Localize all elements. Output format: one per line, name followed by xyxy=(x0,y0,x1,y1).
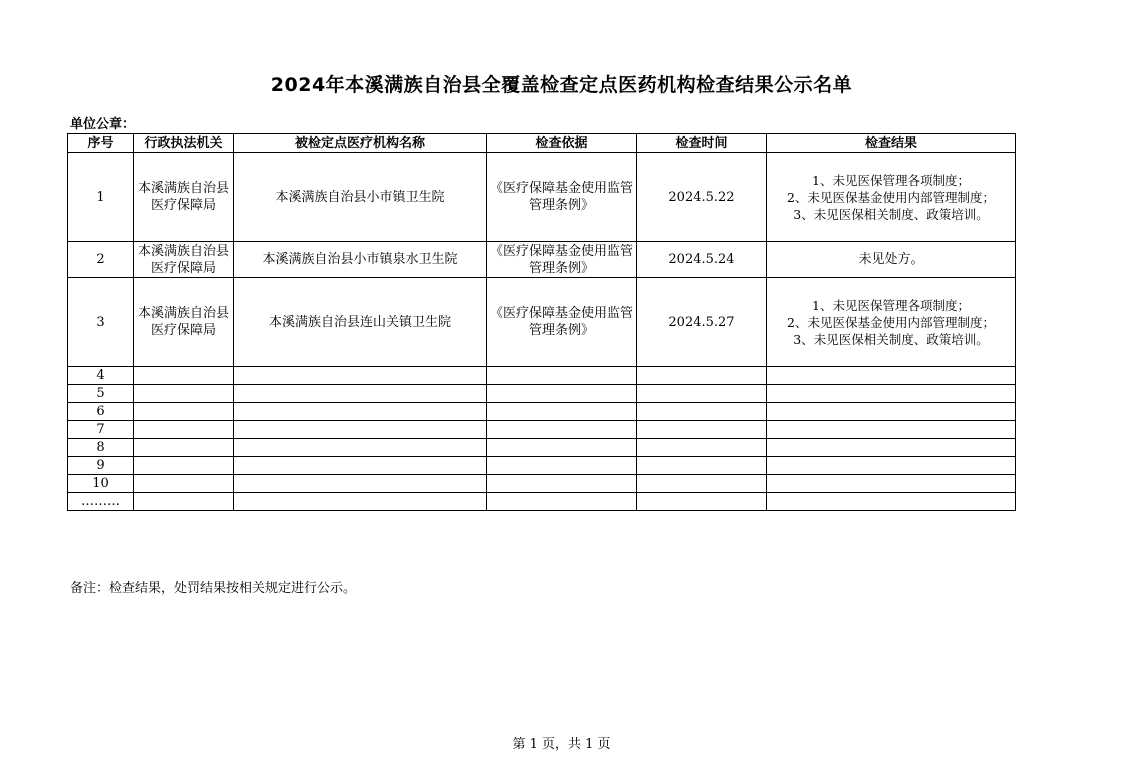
empty-cell xyxy=(767,403,1016,421)
empty-table-row xyxy=(68,403,1016,421)
cell-agency: 本溪满族自治县医疗保障局 xyxy=(134,278,234,367)
empty-cell xyxy=(637,493,767,511)
header-results: 检查结果 xyxy=(767,134,1016,153)
empty-cell xyxy=(767,475,1016,493)
cell-institution: 本溪满族自治县连山关镇卫生院 xyxy=(234,278,487,367)
empty-cell xyxy=(487,439,637,457)
empty-cell xyxy=(134,367,234,385)
cell-seq: 9 xyxy=(68,457,134,475)
empty-cell xyxy=(637,421,767,439)
cell-agency: 本溪满族自治县医疗保障局 xyxy=(134,153,234,242)
result-line: 3、未见医保相关制度、政策培训。 xyxy=(793,206,989,222)
empty-table-row xyxy=(68,421,1016,439)
result-line: 3、未见医保相关制度、政策培训。 xyxy=(793,331,989,347)
empty-cell xyxy=(767,421,1016,439)
cell-basis: 《医疗保障基金使用监管管理条例》 xyxy=(487,153,637,242)
empty-cell xyxy=(487,403,637,421)
unit-seal-label: 单位公章： xyxy=(70,117,136,132)
empty-cell xyxy=(134,403,234,421)
cell-institution: 本溪满族自治县小市镇卫生院 xyxy=(234,153,487,242)
header-institution: 被检定点医疗机构名称 xyxy=(234,134,487,153)
cell-seq: 7 xyxy=(68,421,134,439)
result-line: 1、未见医保管理各项制度； xyxy=(812,297,970,313)
empty-cell xyxy=(767,439,1016,457)
empty-cell xyxy=(487,475,637,493)
empty-cell xyxy=(487,457,637,475)
empty-cell xyxy=(487,367,637,385)
header-agency: 行政执法机关 xyxy=(134,134,234,153)
cell-date: 2024.5.24 xyxy=(637,242,767,278)
empty-cell xyxy=(234,403,487,421)
cell-results xyxy=(767,278,1016,367)
empty-cell xyxy=(637,457,767,475)
cell-agency: 本溪满族自治县医疗保障局 xyxy=(134,242,234,278)
empty-cell xyxy=(234,439,487,457)
result-line: 2、未见医保基金使用内部管理制度； xyxy=(787,189,995,205)
empty-table-row xyxy=(68,475,1016,493)
empty-cell xyxy=(234,475,487,493)
empty-cell xyxy=(234,385,487,403)
header-seq: 序号 xyxy=(68,134,134,153)
empty-cell xyxy=(234,367,487,385)
empty-cell xyxy=(487,421,637,439)
empty-cell xyxy=(234,457,487,475)
empty-cell xyxy=(637,385,767,403)
page-footer: 第 1 页，共 1 页 xyxy=(512,737,611,752)
empty-cell xyxy=(637,475,767,493)
cell-seq: 5 xyxy=(68,385,134,403)
empty-table-row xyxy=(68,439,1016,457)
table-row xyxy=(68,278,1016,367)
header-basis: 检查依据 xyxy=(487,134,637,153)
empty-cell xyxy=(487,385,637,403)
cell-results: 未见处方。 xyxy=(767,242,1016,278)
empty-cell xyxy=(487,493,637,511)
empty-cell xyxy=(134,493,234,511)
empty-table-row xyxy=(68,457,1016,475)
empty-table-row xyxy=(68,493,1016,511)
cell-seq: 10 xyxy=(68,475,134,493)
table-row xyxy=(68,242,1016,278)
empty-cell xyxy=(767,385,1016,403)
result-line: 2、未见医保基金使用内部管理制度； xyxy=(787,314,995,330)
cell-seq: 4 xyxy=(68,367,134,385)
empty-cell xyxy=(767,493,1016,511)
cell-seq: 3 xyxy=(68,278,134,367)
empty-cell xyxy=(637,439,767,457)
cell-seq: ……… xyxy=(68,493,134,511)
cell-date: 2024.5.22 xyxy=(637,153,767,242)
empty-cell xyxy=(134,421,234,439)
document-title: 2024年本溪满族自治县全覆盖检查定点医药机构检查结果公示名单 xyxy=(270,74,853,96)
empty-cell xyxy=(637,403,767,421)
cell-results xyxy=(767,153,1016,242)
empty-cell xyxy=(767,367,1016,385)
result-line: 1、未见医保管理各项制度； xyxy=(812,172,970,188)
header-date: 检查时间 xyxy=(637,134,767,153)
empty-cell xyxy=(767,457,1016,475)
cell-seq: 8 xyxy=(68,439,134,457)
table-header-row xyxy=(68,134,1016,153)
empty-cell xyxy=(637,367,767,385)
empty-cell xyxy=(134,385,234,403)
cell-seq: 2 xyxy=(68,242,134,278)
empty-cell xyxy=(134,457,234,475)
empty-table-row xyxy=(68,385,1016,403)
cell-date: 2024.5.27 xyxy=(637,278,767,367)
cell-seq: 6 xyxy=(68,403,134,421)
empty-cell xyxy=(134,475,234,493)
cell-seq: 1 xyxy=(68,153,134,242)
empty-cell xyxy=(134,439,234,457)
cell-basis: 《医疗保障基金使用监管管理条例》 xyxy=(487,278,637,367)
empty-table-row xyxy=(68,367,1016,385)
empty-cell xyxy=(234,493,487,511)
cell-basis: 《医疗保障基金使用监管管理条例》 xyxy=(487,242,637,278)
empty-cell xyxy=(234,421,487,439)
inspection-results-table xyxy=(67,133,1016,511)
remarks-note: 备注：检查结果，处罚结果按相关规定进行公示。 xyxy=(70,581,357,596)
cell-institution: 本溪满族自治县小市镇泉水卫生院 xyxy=(234,242,487,278)
table-row xyxy=(68,153,1016,242)
